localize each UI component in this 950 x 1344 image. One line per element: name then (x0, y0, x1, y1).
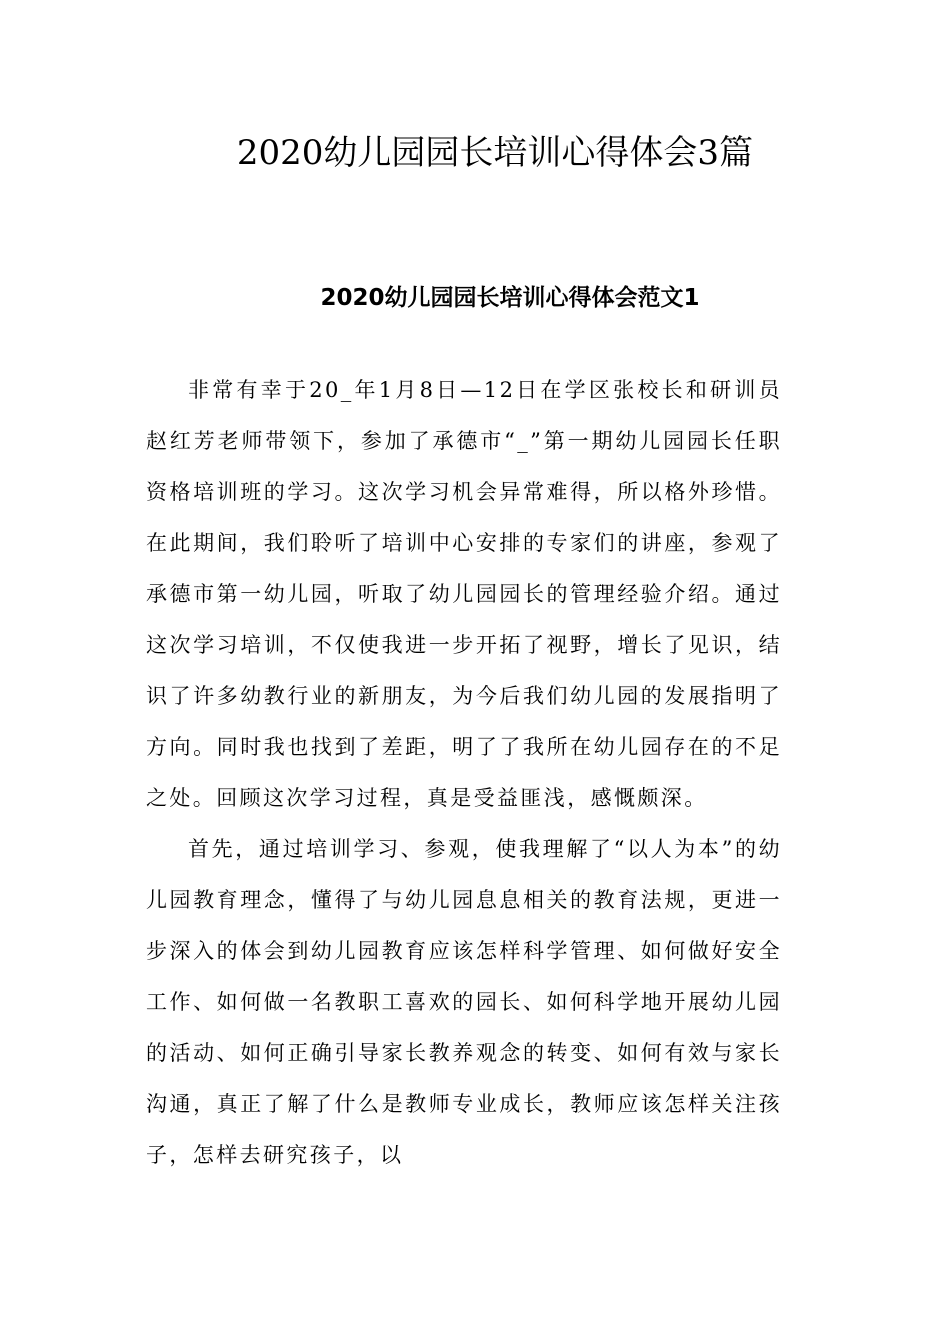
section-heading: 2020幼儿园园长培训心得体会范文1 (320, 285, 700, 311)
body-text (146, 365, 782, 1181)
paragraph-2: 首先，通过培训学习、参观，使我理解了“以人为本”的幼儿园教育理念，懂得了与幼儿园息息相关的教育法规，更进一步深入的体会到幼儿园教育应该怎样科学管理、如何做好安全工作、如何做一名教职工喜欢的园长、如何科学地开展幼儿园的活动、如何正确引导家长教养观念的转变、如何有效与家长沟通，真正了解了什么是教师专业成长，教师应该怎样关注孩子，怎样去研究孩子，以 (146, 837, 782, 1167)
document-title: 2020幼儿园园长培训心得体会3篇 (236, 133, 754, 173)
paragraph-1: 非常有幸于20_年1月8日—12日在学区张校长和研训员赵红芳老师带领下，参加了承德市“_”第一期幼儿园园长任职资格培训班的学习。这次学习机会异常难得，所以格外珍惜。在此期间，我们聆听了培训中心安排的专家们的讲座，参观了承德市第一幼儿园，听取了幼儿园园长的管理经验介绍。通过这次学习培训，不仅使我进一步开拓了视野，增长了见识，结识了许多幼教行业的新朋友，为今后我们幼儿园的发展指明了方向。同时我也找到了差距，明了了我所在幼儿园存在的不足之处。回顾这次学习过程，真是受益匪浅，感慨颇深。 (146, 378, 782, 810)
